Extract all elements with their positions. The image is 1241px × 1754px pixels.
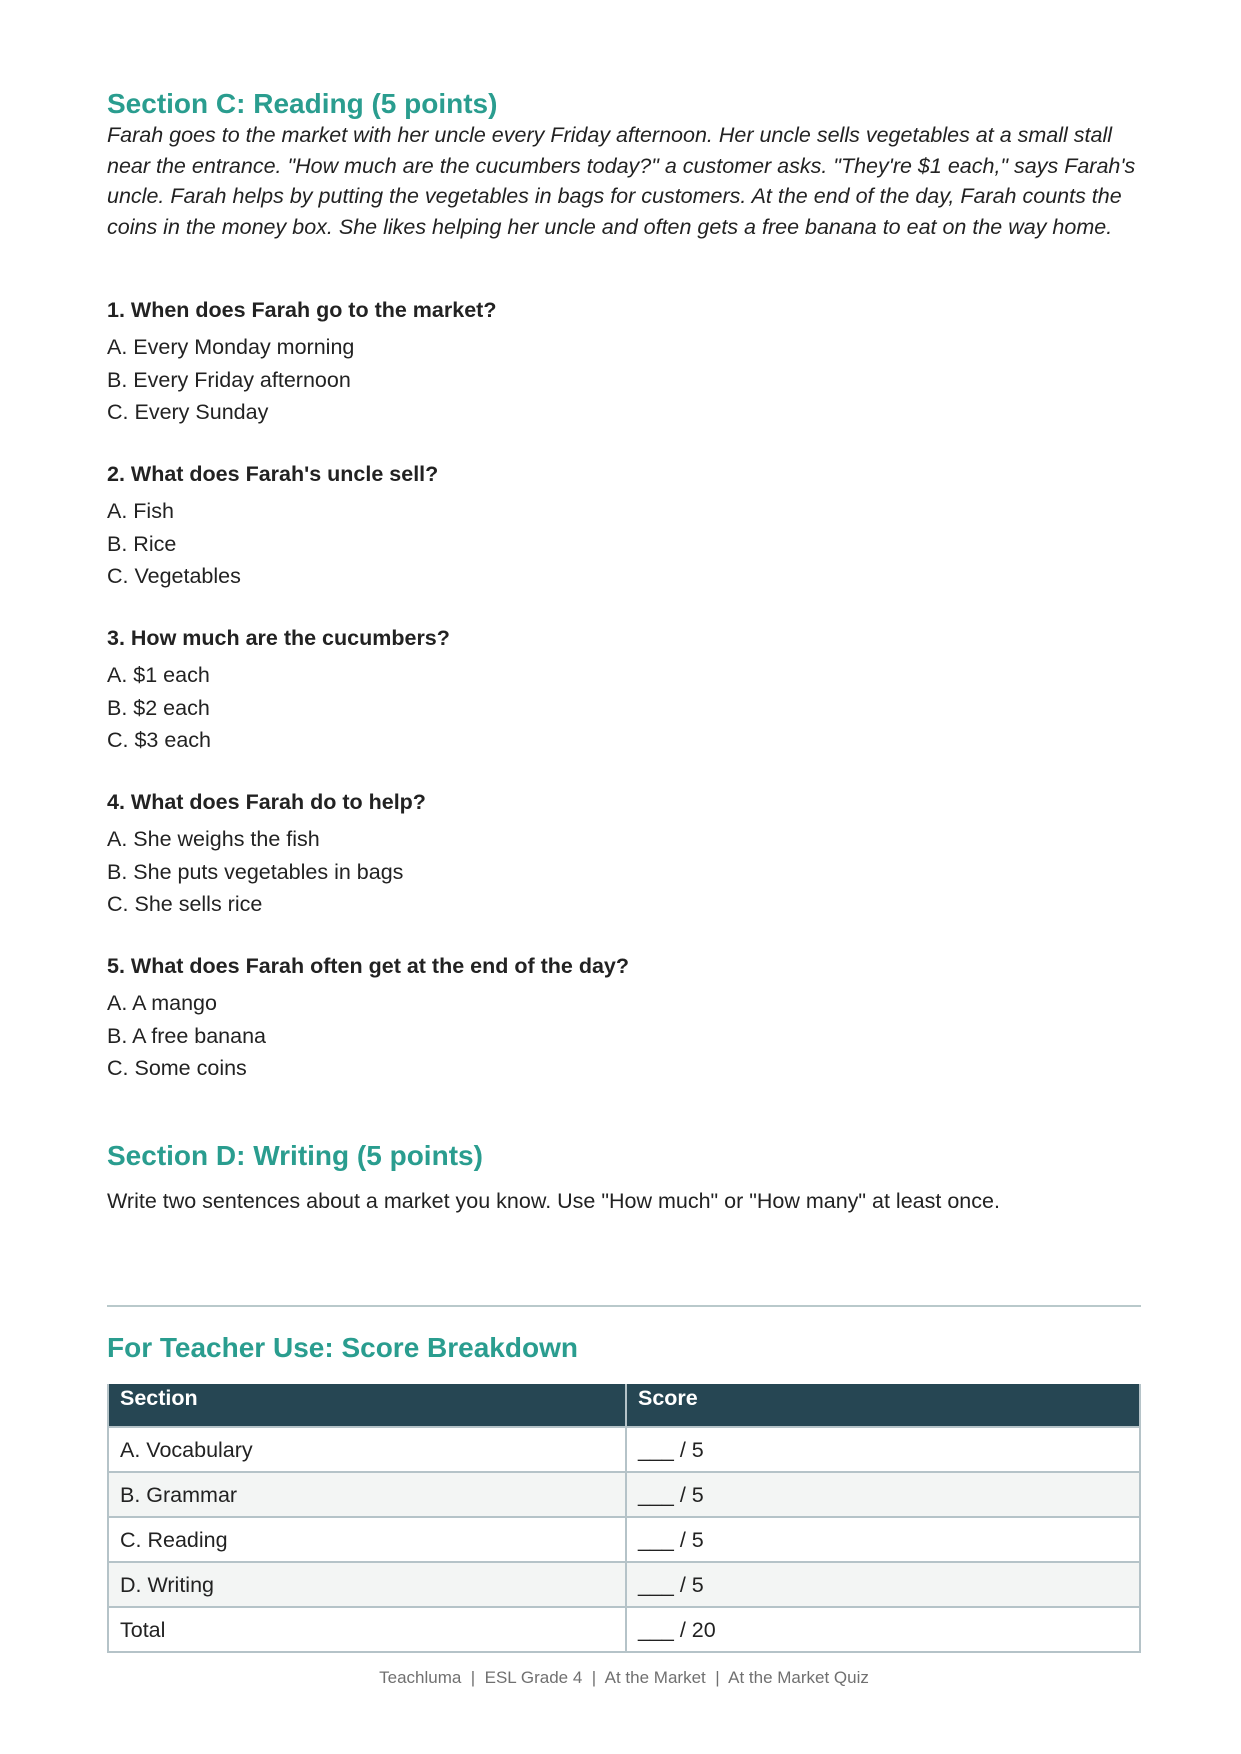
- section-cell: A. Vocabulary: [108, 1427, 626, 1472]
- section-d-heading: Section D: Writing (5 points): [107, 1140, 483, 1171]
- question-4: [107, 789, 426, 921]
- question-1: [107, 297, 496, 429]
- score-breakdown-table: [107, 1384, 1141, 1653]
- question-text: 2. What does Farah's uncle sell?: [107, 462, 439, 486]
- question-text: 3. How much are the cucumbers?: [107, 626, 450, 650]
- column-header-score: Score: [626, 1384, 1140, 1427]
- question-2: [107, 461, 438, 593]
- teacher-use-heading: For Teacher Use: Score Breakdown: [107, 1332, 578, 1363]
- answer-option: B. She puts vegetables in bags: [107, 859, 404, 884]
- answer-option: C. $3 each: [107, 728, 211, 753]
- answer-option: C. She sells rice: [107, 892, 263, 917]
- section-c-heading: Section C: Reading (5 points): [107, 88, 498, 119]
- table-row: [108, 1472, 1140, 1517]
- answer-option: A. A mango: [107, 991, 217, 1015]
- section-cell: Total: [108, 1607, 626, 1652]
- table-row: [108, 1517, 1140, 1562]
- answer-option: C. Every Sunday: [107, 400, 269, 425]
- column-header-section: Section: [108, 1384, 626, 1427]
- score-cell: ___ / 5: [626, 1427, 1140, 1472]
- score-cell: ___ / 5: [626, 1517, 1140, 1562]
- answer-option: B. A free banana: [107, 1023, 266, 1048]
- section-cell: D. Writing: [108, 1562, 626, 1607]
- answer-option: A. $1 each: [107, 663, 210, 687]
- table-row: [108, 1427, 1140, 1472]
- table-row: [108, 1562, 1140, 1607]
- answer-option: B. Rice: [107, 531, 177, 556]
- answer-option: C. Some coins: [107, 1056, 247, 1081]
- question-3: [107, 625, 450, 757]
- section-divider: [107, 1305, 1141, 1307]
- score-cell: ___ / 20: [626, 1607, 1140, 1652]
- answer-option: A. Fish: [107, 499, 174, 523]
- table-row-total: [108, 1607, 1140, 1652]
- answer-option: B. Every Friday afternoon: [107, 367, 351, 392]
- page-footer: Teachluma | ESL Grade 4 | At the Market | At the Market Quiz: [379, 1668, 869, 1687]
- table-header-row: [108, 1384, 1140, 1427]
- answer-option: C. Vegetables: [107, 564, 241, 589]
- section-cell: C. Reading: [108, 1517, 626, 1562]
- answer-option: A. Every Monday morning: [107, 335, 355, 359]
- question-text: 1. When does Farah go to the market?: [107, 298, 497, 322]
- question-5: [107, 953, 629, 1085]
- score-cell: ___ / 5: [626, 1562, 1140, 1607]
- section-cell: B. Grammar: [108, 1472, 626, 1517]
- answer-option: A. She weighs the fish: [107, 827, 320, 851]
- writing-instruction: Write two sentences about a market you know. Use "How much" or "How many" at least once.: [107, 1189, 1000, 1213]
- score-cell: ___ / 5: [626, 1472, 1140, 1517]
- question-text: 5. What does Farah often get at the end of the day?: [107, 954, 630, 978]
- answer-option: B. $2 each: [107, 695, 210, 720]
- reading-passage: Farah goes to the market with her uncle every Friday afternoon. Her uncle sells vegetables at a small stall near the entrance. "How much are the cucumbers today?" a customer asks. "They're $1 each," says Farah's uncle. Farah helps by putting the vegetables in bags for customers. At the end of the day, Farah counts the coins in the money box. She likes helping her uncle and often gets a free banana to eat on the way home.: [107, 123, 1136, 239]
- question-text: 4. What does Farah do to help?: [107, 790, 426, 814]
